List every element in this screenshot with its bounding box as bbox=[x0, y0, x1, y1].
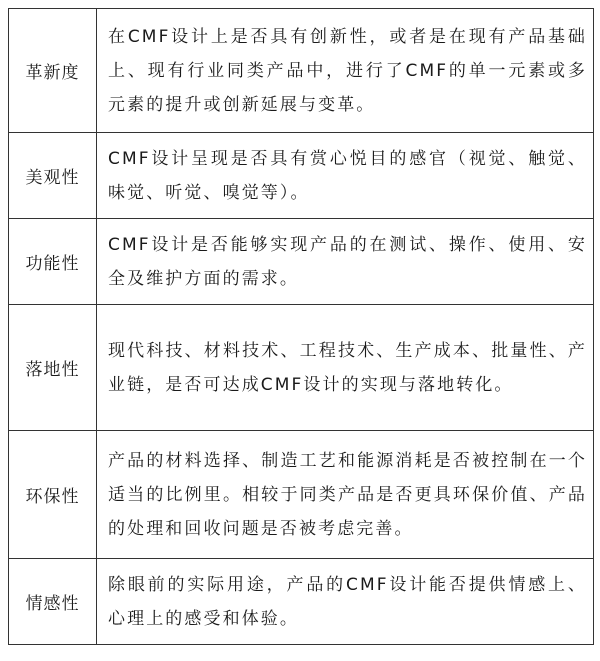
table-row bbox=[9, 9, 594, 133]
criterion-description: CMF设计呈现是否具有赏心悦目的感官（视觉、触觉、味觉、听觉、嗅觉等）。 bbox=[97, 133, 594, 219]
criterion-label: 情感性 bbox=[9, 559, 97, 645]
criterion-description: 现代科技、材料技术、工程技术、生产成本、批量性、产业链，是否可达成CMF设计的实现与落地转化。 bbox=[97, 305, 594, 431]
criterion-description: 在CMF设计上是否具有创新性，或者是在现有产品基础上、现有行业同类产品中，进行了CMF的单一元素或多元素的提升或创新延展与变革。 bbox=[97, 9, 594, 133]
table-row bbox=[9, 305, 594, 431]
criterion-description: 除眼前的实际用途，产品的CMF设计能否提供情感上、心理上的感受和体验。 bbox=[97, 559, 594, 645]
evaluation-criteria-table bbox=[8, 8, 594, 645]
criterion-description: 产品的材料选择、制造工艺和能源消耗是否被控制在一个适当的比例里。相较于同类产品是否更具环保价值、产品的处理和回收问题是否被考虑完善。 bbox=[97, 431, 594, 559]
criterion-label: 美观性 bbox=[9, 133, 97, 219]
table-row bbox=[9, 431, 594, 559]
criterion-label: 环保性 bbox=[9, 431, 97, 559]
criterion-description: CMF设计是否能够实现产品的在测试、操作、使用、安全及维护方面的需求。 bbox=[97, 219, 594, 305]
table-row bbox=[9, 559, 594, 645]
criterion-label: 落地性 bbox=[9, 305, 97, 431]
table-row bbox=[9, 133, 594, 219]
table-row bbox=[9, 219, 594, 305]
criterion-label: 革新度 bbox=[9, 9, 97, 133]
criterion-label: 功能性 bbox=[9, 219, 97, 305]
